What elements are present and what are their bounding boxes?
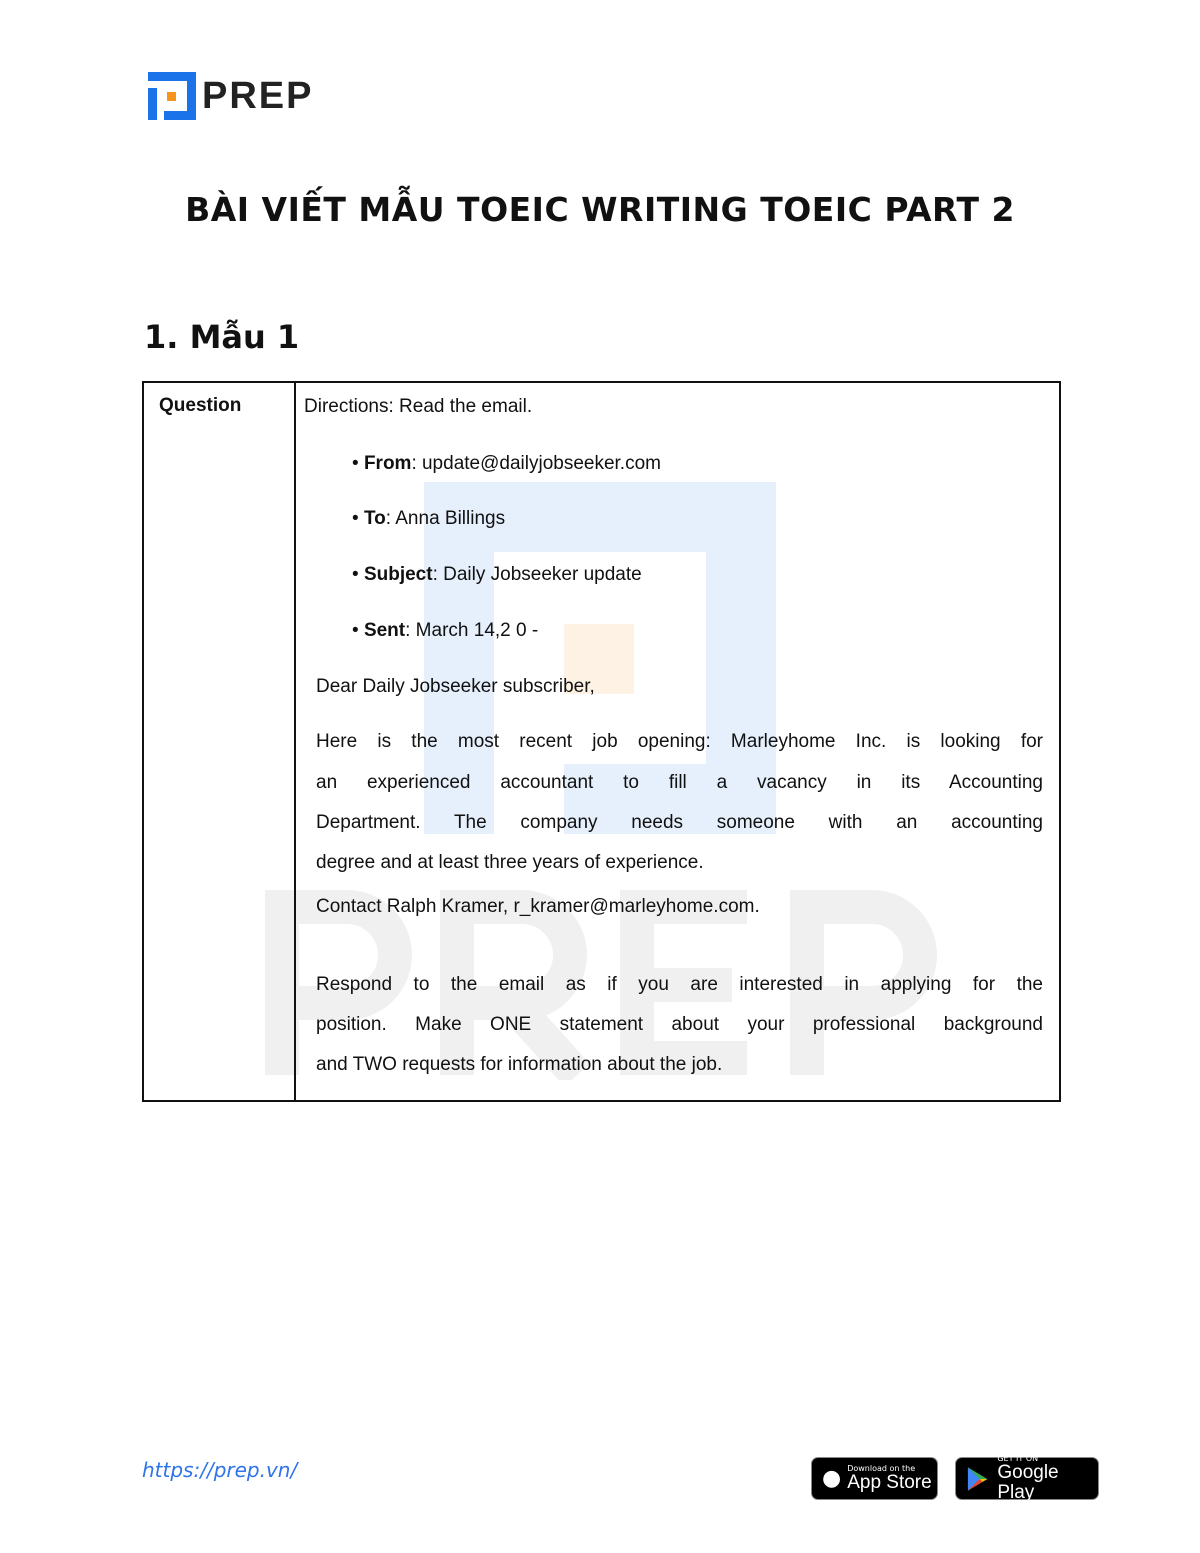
question-table	[142, 381, 1061, 1102]
google-play-icon	[966, 1466, 989, 1492]
section-heading: 1. Mẫu 1	[144, 318, 300, 356]
website-link[interactable]: https://prep.vn/	[142, 1458, 298, 1482]
prep-logo-text: PREP	[202, 74, 314, 117]
badge-big-text: Google Play	[997, 1462, 1059, 1503]
column-divider	[294, 383, 296, 1100]
field-from: • From: update@dailyjobseeker.com	[352, 453, 661, 474]
field-to: • To: Anna Billings	[352, 508, 506, 529]
question-label: Question	[159, 395, 242, 416]
field-subject: • Subject: Daily Jobseeker update	[352, 564, 642, 585]
badge-small-text: GET IT ON	[997, 1454, 1039, 1463]
field-value: : March 14,2 0 -	[405, 620, 539, 641]
prep-logo	[148, 72, 313, 120]
directions: Directions: Read the email.	[304, 396, 533, 417]
badge-big-text: App Store	[847, 1472, 932, 1493]
body-line: an experienced accountant to fill a vacancy in its Accounting	[316, 772, 1043, 793]
prep-logo-icon	[148, 72, 196, 120]
field-sent: • Sent: March 14,2 0 -	[352, 620, 539, 641]
body-line: degree and at least three years of experience.	[316, 852, 704, 873]
greeting: Dear Daily Jobseeker subscriber,	[316, 676, 595, 697]
field-label: Sent	[363, 620, 406, 641]
field-value: : Anna Billings	[385, 508, 506, 529]
badge-small-text: Download on the	[847, 1464, 916, 1473]
field-label: Subject	[363, 564, 433, 585]
task-line: Respond to the email as if you are interested in applying for the	[316, 974, 1043, 995]
page-title: BÀI VIẾT MẪU TOEIC WRITING TOEIC PART 2	[185, 190, 1015, 229]
body-line: Here is the most recent job opening: Marleyhome Inc. is looking for	[316, 731, 1043, 752]
field-value: : Daily Jobseeker update	[432, 564, 642, 585]
contact-line: Contact Ralph Kramer, r_kramer@marleyhome.com.	[316, 896, 760, 917]
task-line: position. Make ONE statement about your professional background	[316, 1014, 1043, 1035]
task-line: and TWO requests for information about the job.	[316, 1054, 723, 1075]
body-line: Department. The company needs someone with an accounting	[316, 812, 1043, 833]
field-label: To	[363, 508, 386, 529]
field-label: From	[363, 453, 412, 474]
google-play-button[interactable]	[955, 1454, 1099, 1503]
field-value: : update@dailyjobseeker.com	[411, 453, 661, 474]
apple-icon: ●	[822, 1466, 842, 1491]
app-store-button[interactable]	[811, 1457, 938, 1500]
